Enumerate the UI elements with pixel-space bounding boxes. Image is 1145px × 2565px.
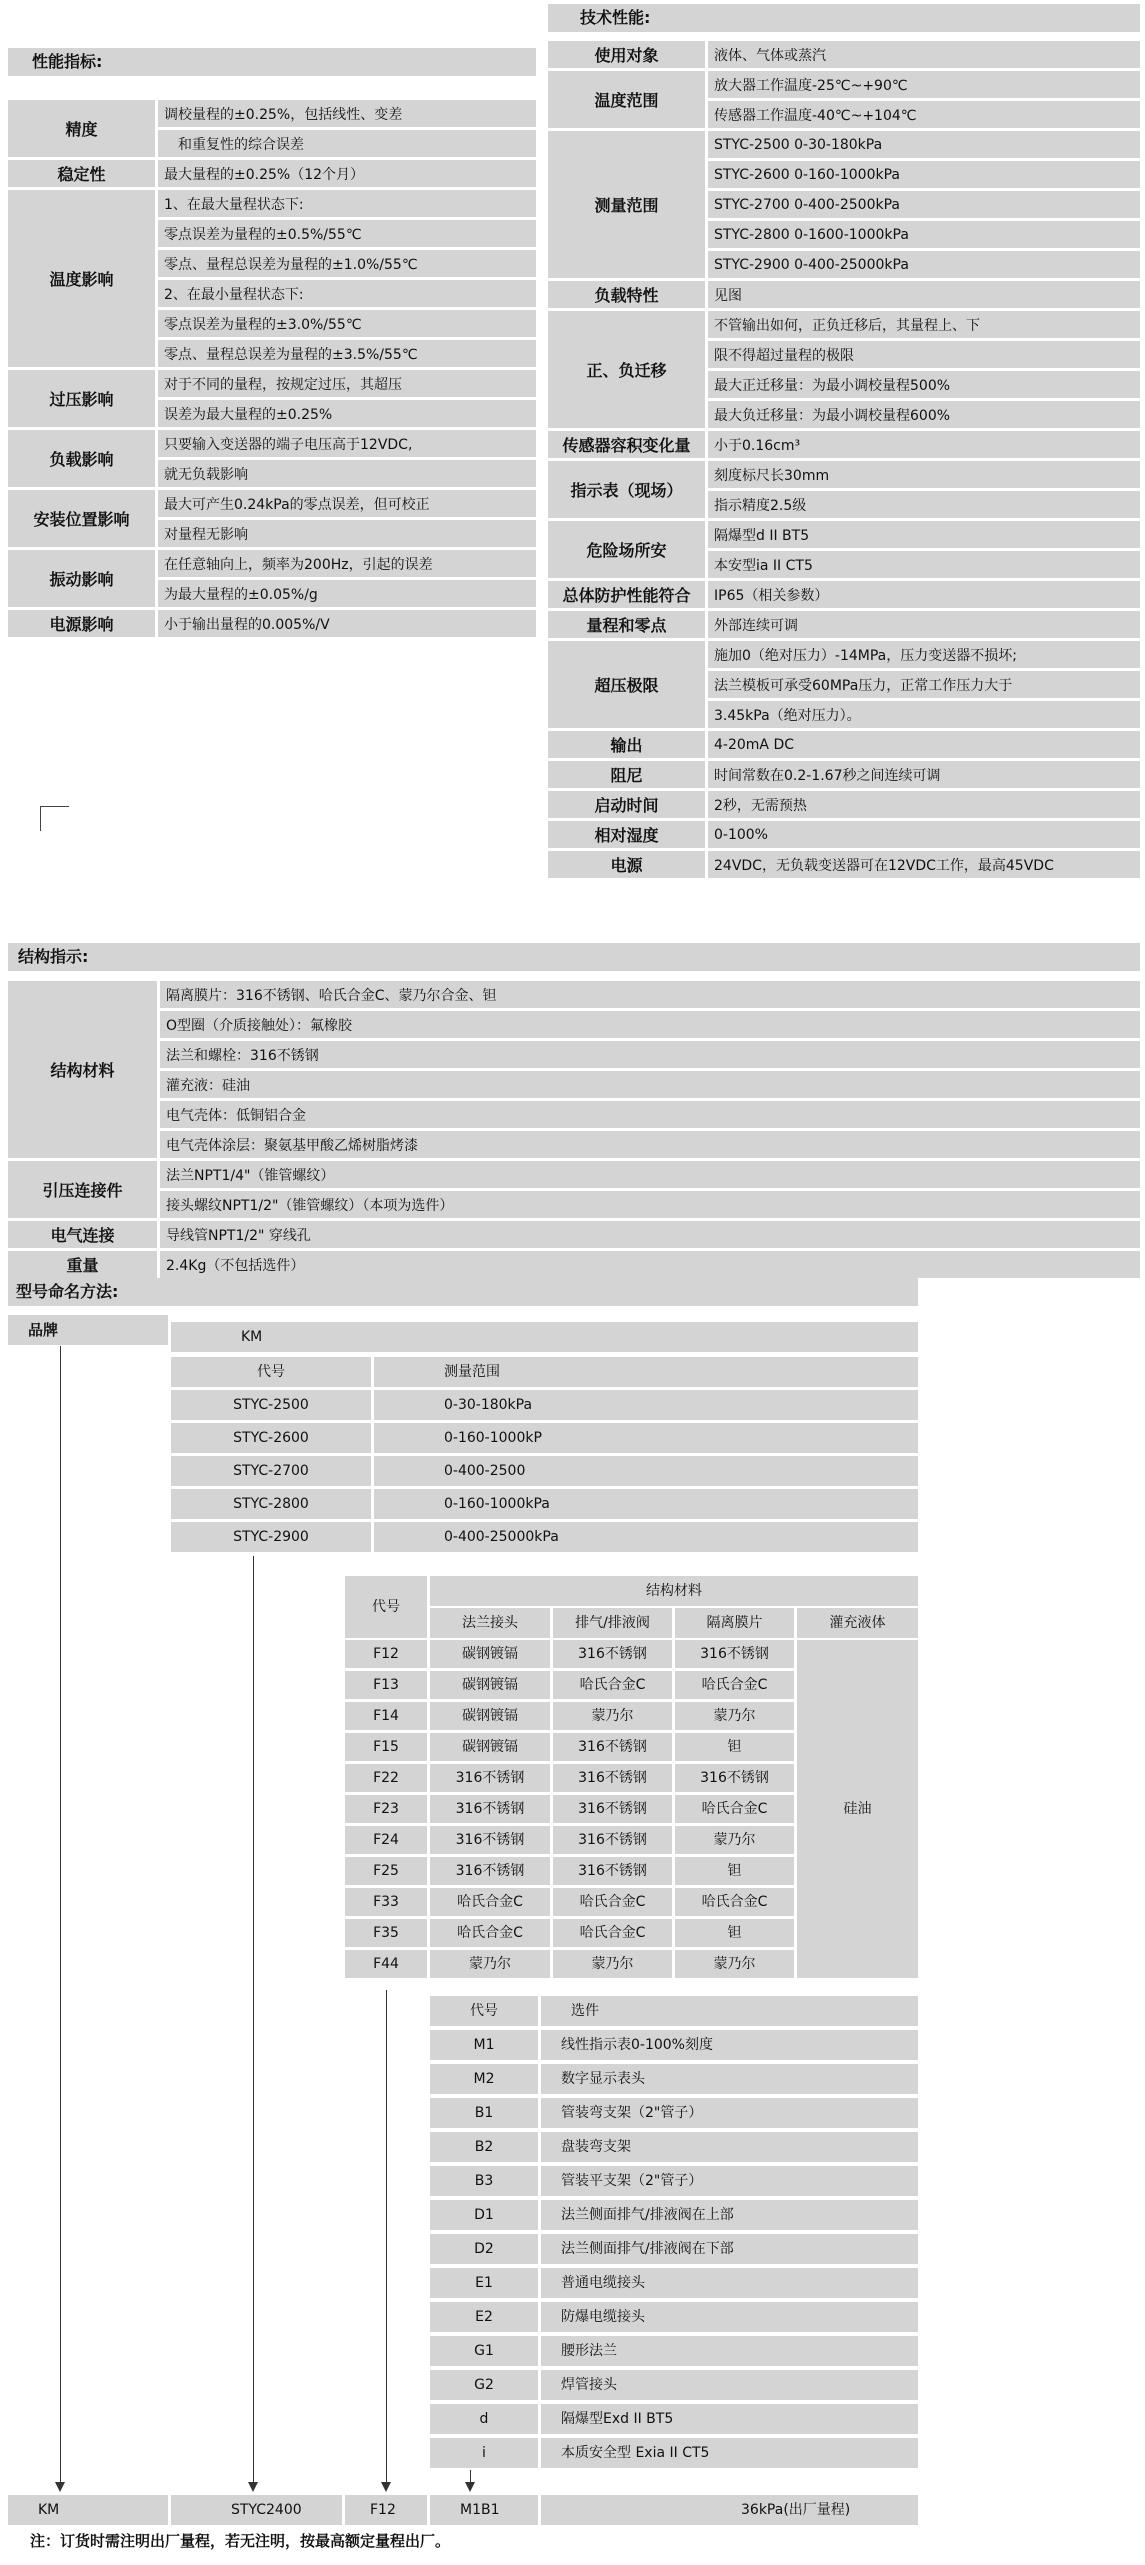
- perf-row: [8, 610, 536, 637]
- tech-label: 总体防护性能符合: [548, 581, 708, 608]
- mat-value: 316不锈钢: [553, 1640, 672, 1668]
- opt-value: 盘装弯支架: [541, 2132, 918, 2162]
- arrow-down-icon: [248, 2482, 258, 2492]
- opt-code: B3: [430, 2166, 538, 2196]
- opt-code: E1: [430, 2268, 538, 2298]
- perf-title: 性能指标:: [8, 48, 536, 76]
- perf-row: [8, 430, 536, 457]
- range-code: STYC-2900: [171, 1522, 371, 1552]
- struct-row: [8, 1071, 1140, 1098]
- mat-value: 碳钢镀镉: [430, 1702, 550, 1730]
- opt-code: i: [430, 2438, 538, 2468]
- mat-value: 哈氏合金C: [430, 1919, 550, 1947]
- struct-value: 导线管NPT1/2" 穿线孔: [160, 1221, 1140, 1248]
- mat-code: F12: [345, 1640, 427, 1668]
- mat-value: 钽: [675, 1733, 794, 1761]
- tech-value: 0-100%: [708, 821, 1140, 848]
- tech-value: 小于0.16cm³: [708, 431, 1140, 458]
- connector-line: [386, 1990, 387, 2482]
- opt-code: E2: [430, 2302, 538, 2332]
- opt-value: 线性指示表0-100%刻度: [541, 2030, 918, 2060]
- mat-value: 蒙乃尔: [553, 1702, 672, 1730]
- struct-label: 重量: [8, 1251, 160, 1278]
- example-part: F12: [345, 2495, 427, 2525]
- mat-value: 哈氏合金C: [430, 1888, 550, 1916]
- struct-row: [8, 1161, 1140, 1188]
- mat-value: 哈氏合金C: [553, 1919, 672, 1947]
- range-value: 0-400-2500: [374, 1456, 918, 1486]
- tech-row: [548, 281, 1140, 308]
- example-part: 36kPa(出厂量程): [541, 2495, 918, 2525]
- perf-value: 1、在最大量程状态下:: [158, 190, 536, 217]
- opt-code-header: 代号: [430, 1996, 538, 2026]
- mat-header: 结构材料: [430, 1576, 918, 1606]
- tech-row: [548, 71, 1140, 98]
- tech-label: 正、负迁移: [548, 311, 708, 428]
- tech-value: 刻度标尺长30mm: [708, 461, 1140, 488]
- perf-label: 负载影响: [8, 430, 158, 487]
- perf-row: [8, 160, 536, 187]
- struct-label: 结构材料: [8, 981, 160, 1158]
- arrow-down-icon: [55, 2482, 65, 2492]
- mat-value: 316不锈钢: [553, 1826, 672, 1854]
- mat-col-header: 灌充液体: [797, 1608, 918, 1638]
- perf-value: 零点、量程总误差为量程的±1.0%/55℃: [158, 250, 536, 277]
- mat-col-header: 排气/排液阀: [553, 1608, 672, 1638]
- connector-line: [253, 1556, 254, 2482]
- tech-value: 本安型ia II CT5: [708, 551, 1140, 578]
- tech-value: 液体、气体或蒸汽: [708, 41, 1140, 68]
- struct-row: [8, 1101, 1140, 1128]
- opt-code: M2: [430, 2064, 538, 2094]
- range-value: 0-400-25000kPa: [374, 1522, 918, 1552]
- perf-row: [8, 370, 536, 397]
- mat-code-header: 代号: [345, 1576, 427, 1638]
- perf-label: 温度影响: [8, 190, 158, 367]
- mat-col-header: 法兰接头: [430, 1608, 550, 1638]
- tech-row: [548, 581, 1140, 608]
- connector-line: [470, 2470, 471, 2482]
- tech-value: 传感器工作温度-40℃~+104℃: [708, 101, 1140, 128]
- mat-value: 蒙乃尔: [675, 1950, 794, 1978]
- example-part: M1B1: [430, 2495, 538, 2525]
- mat-value: 316不锈钢: [430, 1826, 550, 1854]
- opt-value: 普通电缆接头: [541, 2268, 918, 2298]
- mat-value: 哈氏合金C: [553, 1888, 672, 1916]
- tech-value: 放大器工作温度-25℃~+90℃: [708, 71, 1140, 98]
- tech-title: 技术性能:: [548, 4, 1140, 32]
- mat-code: F35: [345, 1919, 427, 1947]
- mat-value: 碳钢镀镉: [430, 1671, 550, 1699]
- opt-code: G2: [430, 2370, 538, 2400]
- struct-row: [8, 1011, 1140, 1038]
- opt-value: 本质安全型 Exia II CT5: [541, 2438, 918, 2468]
- tech-row: [548, 821, 1140, 848]
- mat-code: F25: [345, 1857, 427, 1885]
- perf-value: 只要输入变送器的端子电压高于12VDC,: [158, 430, 536, 457]
- tech-label: 温度范围: [548, 71, 708, 128]
- tech-row: [548, 311, 1140, 338]
- perf-value: 调校量程的±0.25%，包括线性、变差: [158, 100, 536, 127]
- struct-row: [8, 1191, 1140, 1218]
- tech-value: 外部连续可调: [708, 611, 1140, 638]
- struct-value: 电气壳体：低铜铝合金: [160, 1101, 1140, 1128]
- perf-value: 就无负载影响: [158, 460, 536, 487]
- tech-value: 施加0（绝对压力）-14MPa，压力变送器不损坏;: [708, 641, 1140, 668]
- range-value: 0-30-180kPa: [374, 1390, 918, 1420]
- opt-code: B1: [430, 2098, 538, 2128]
- perf-label: 电源影响: [8, 610, 158, 637]
- tech-label: 阻尼: [548, 761, 708, 788]
- mat-value: 碳钢镀镉: [430, 1640, 550, 1668]
- struct-row: [8, 1131, 1140, 1158]
- mat-value: 哈氏合金C: [675, 1795, 794, 1823]
- mat-value: 316不锈钢: [553, 1764, 672, 1792]
- tech-row: [548, 131, 1140, 158]
- example-part: STYC2400: [171, 2495, 342, 2525]
- corner-mark: [40, 806, 69, 831]
- tech-table: [548, 38, 1140, 881]
- perf-value: 2、在最小量程状态下:: [158, 280, 536, 307]
- tech-value: 2秒，无需预热: [708, 791, 1140, 818]
- range-code: STYC-2800: [171, 1489, 371, 1519]
- tech-label: 启动时间: [548, 791, 708, 818]
- mat-value: 316不锈钢: [675, 1764, 794, 1792]
- mat-value: 316不锈钢: [430, 1764, 550, 1792]
- perf-value: 零点误差为量程的±3.0%/55℃: [158, 310, 536, 337]
- perf-row: [8, 550, 536, 577]
- opt-code: D2: [430, 2234, 538, 2264]
- range-code: STYC-2700: [171, 1456, 371, 1486]
- tech-value: 限不得超过量程的极限: [708, 341, 1140, 368]
- tech-value: 3.45kPa（绝对压力）。: [708, 701, 1140, 728]
- perf-value: 为最大量程的±0.05%/g: [158, 580, 536, 607]
- tech-value: 4-20mA DC: [708, 731, 1140, 758]
- brand-value: KM: [171, 1322, 918, 1352]
- mat-value: 316不锈钢: [553, 1733, 672, 1761]
- tech-value: IP65（相关参数）: [708, 581, 1140, 608]
- opt-value: 防爆电缆接头: [541, 2302, 918, 2332]
- perf-value: 误差为最大量程的±0.25%: [158, 400, 536, 427]
- opt-code: d: [430, 2404, 538, 2434]
- perf-label: 振动影响: [8, 550, 158, 607]
- opt-code: M1: [430, 2030, 538, 2060]
- struct-value: 隔离膜片：316不锈钢、哈氏合金C、蒙乃尔合金、钽: [160, 981, 1140, 1008]
- arrow-down-icon: [381, 2482, 391, 2492]
- struct-label: 引压连接件: [8, 1161, 160, 1218]
- mat-value: 316不锈钢: [553, 1795, 672, 1823]
- struct-value: 法兰NPT1/4"（锥管螺纹）: [160, 1161, 1140, 1188]
- tech-value: 最大负迁移量：为最小调校量程600%: [708, 401, 1140, 428]
- mat-value: 哈氏合金C: [675, 1671, 794, 1699]
- tech-value: STYC-2900 0-400-25000kPa: [708, 251, 1140, 278]
- range-value: 0-160-1000kP: [374, 1423, 918, 1453]
- tech-row: [548, 641, 1140, 668]
- mat-code: F15: [345, 1733, 427, 1761]
- struct-value: 法兰和螺栓：316不锈钢: [160, 1041, 1140, 1068]
- struct-table: [8, 978, 1140, 1281]
- perf-label: 安装位置影响: [8, 490, 158, 547]
- perf-row: [8, 190, 536, 217]
- mat-value: 蒙乃尔: [430, 1950, 550, 1978]
- perf-value: 小于输出量程的0.005%/V: [158, 610, 536, 637]
- range-code-header: 代号: [171, 1357, 371, 1387]
- tech-row: [548, 761, 1140, 788]
- mat-code: F22: [345, 1764, 427, 1792]
- tech-row: [548, 611, 1140, 638]
- perf-row: [8, 490, 536, 517]
- perf-label: 精度: [8, 100, 158, 157]
- tech-label: 指示表（现场）: [548, 461, 708, 518]
- tech-row: [548, 431, 1140, 458]
- fill-fluid: 硅油: [797, 1640, 918, 1978]
- tech-label: 超压极限: [548, 641, 708, 728]
- range-value: 0-160-1000kPa: [374, 1489, 918, 1519]
- mat-value: 316不锈钢: [675, 1640, 794, 1668]
- perf-row: [8, 100, 536, 127]
- perf-value: 对量程无影响: [158, 520, 536, 547]
- struct-title: 结构指示:: [8, 943, 1140, 971]
- tech-label: 电源: [548, 851, 708, 878]
- tech-value: STYC-2500 0-30-180kPa: [708, 131, 1140, 158]
- tech-row: [548, 731, 1140, 758]
- tech-value: 时间常数在0.2-1.67秒之间连续可调: [708, 761, 1140, 788]
- struct-row: [8, 981, 1140, 1008]
- arrow-down-icon: [465, 2482, 475, 2492]
- perf-label: 过压影响: [8, 370, 158, 427]
- tech-value: 隔爆型d II BT5: [708, 521, 1140, 548]
- mat-code: F23: [345, 1795, 427, 1823]
- mat-value: 316不锈钢: [430, 1857, 550, 1885]
- tech-value: 最大正迁移量：为最小调校量程500%: [708, 371, 1140, 398]
- order-note: 注：订货时需注明出厂量程，若无注明，按最高额定量程出厂。: [30, 2532, 451, 2550]
- opt-value: 法兰侧面排气/排液阀在下部: [541, 2234, 918, 2264]
- tech-label: 输出: [548, 731, 708, 758]
- tech-label: 相对湿度: [548, 821, 708, 848]
- tech-label: 传感器容积变化量: [548, 431, 708, 458]
- struct-value: 接头螺纹NPT1/2"（锥管螺纹）（本项为选件）: [160, 1191, 1140, 1218]
- struct-value: O型圈（介质接触处）：氟橡胶: [160, 1011, 1140, 1038]
- tech-value: STYC-2800 0-1600-1000kPa: [708, 221, 1140, 248]
- tech-row: [548, 461, 1140, 488]
- tech-value: 见图: [708, 281, 1140, 308]
- mat-value: 蒙乃尔: [675, 1702, 794, 1730]
- tech-value: STYC-2700 0-400-2500kPa: [708, 191, 1140, 218]
- opt-code: D1: [430, 2200, 538, 2230]
- perf-value: 在任意轴向上，频率为200Hz，引起的误差: [158, 550, 536, 577]
- tech-row: [548, 791, 1140, 818]
- perf-label: 稳定性: [8, 160, 158, 187]
- mat-value: 碳钢镀镉: [430, 1733, 550, 1761]
- tech-row: [548, 851, 1140, 878]
- tech-row: [548, 41, 1140, 68]
- tech-value: STYC-2600 0-160-1000kPa: [708, 161, 1140, 188]
- opt-value: 法兰侧面排气/排液阀在上部: [541, 2200, 918, 2230]
- perf-table: [8, 97, 536, 640]
- struct-value: 电气壳体涂层：聚氨基甲酸乙烯树脂烤漆: [160, 1131, 1140, 1158]
- tech-label: 危险场所安: [548, 521, 708, 578]
- struct-value: 2.4Kg（不包括选件）: [160, 1251, 1140, 1278]
- mat-value: 蒙乃尔: [553, 1950, 672, 1978]
- opt-header: 选件: [541, 1996, 918, 2026]
- mat-col-header: 隔离膜片: [675, 1608, 794, 1638]
- tech-label: 量程和零点: [548, 611, 708, 638]
- range-code: STYC-2600: [171, 1423, 371, 1453]
- struct-value: 灌充液：硅油: [160, 1071, 1140, 1098]
- struct-row: [8, 1251, 1140, 1278]
- mat-value: 316不锈钢: [553, 1857, 672, 1885]
- perf-value: 和重复性的综合误差: [158, 130, 536, 157]
- mat-value: 蒙乃尔: [675, 1826, 794, 1854]
- example-part: KM: [8, 2495, 168, 2525]
- mat-code: F14: [345, 1702, 427, 1730]
- tech-value: 指示精度2.5级: [708, 491, 1140, 518]
- mat-value: 316不锈钢: [430, 1795, 550, 1823]
- opt-value: 腰形法兰: [541, 2336, 918, 2366]
- model-title: 型号命名方法:: [8, 1278, 918, 1306]
- tech-row: [548, 521, 1140, 548]
- opt-value: 焊管接头: [541, 2370, 918, 2400]
- tech-value: 24VDC，无负载变送器可在12VDC工作，最高45VDC: [708, 851, 1140, 878]
- tech-value: 不管输出如何，正负迁移后，其量程上、下: [708, 311, 1140, 338]
- range-code: STYC-2500: [171, 1390, 371, 1420]
- mat-code: F13: [345, 1671, 427, 1699]
- brand-label: 品牌: [8, 1315, 168, 1345]
- struct-label: 电气连接: [8, 1221, 160, 1248]
- tech-label: 使用对象: [548, 41, 708, 68]
- mat-code: F44: [345, 1950, 427, 1978]
- struct-row: [8, 1221, 1140, 1248]
- tech-label: 测量范围: [548, 131, 708, 278]
- mat-value: 哈氏合金C: [553, 1671, 672, 1699]
- perf-value: 最大量程的±0.25%（12个月）: [158, 160, 536, 187]
- opt-value: 管装平支架（2"管子）: [541, 2166, 918, 2196]
- perf-value: 零点误差为量程的±0.5%/55℃: [158, 220, 536, 247]
- mat-code: F24: [345, 1826, 427, 1854]
- mat-value: 钽: [675, 1857, 794, 1885]
- tech-value: 法兰模板可承受60MPa压力，正常工作压力大于: [708, 671, 1140, 698]
- opt-value: 管装弯支架（2"管子）: [541, 2098, 918, 2128]
- range-header: 测量范围: [374, 1357, 918, 1387]
- mat-value: 钽: [675, 1919, 794, 1947]
- mat-code: F33: [345, 1888, 427, 1916]
- opt-code: G1: [430, 2336, 538, 2366]
- perf-value: 对于不同的量程，按规定过压，其超压: [158, 370, 536, 397]
- mat-value: 哈氏合金C: [675, 1888, 794, 1916]
- struct-row: [8, 1041, 1140, 1068]
- opt-value: 数字显示表头: [541, 2064, 918, 2094]
- opt-value: 隔爆型Exd II BT5: [541, 2404, 918, 2434]
- perf-value: 零点、量程总误差为量程的±3.5%/55℃: [158, 340, 536, 367]
- connector-line: [60, 1346, 61, 2482]
- perf-value: 最大可产生0.24kPa的零点误差，但可校正: [158, 490, 536, 517]
- opt-code: B2: [430, 2132, 538, 2162]
- tech-label: 负载特性: [548, 281, 708, 308]
